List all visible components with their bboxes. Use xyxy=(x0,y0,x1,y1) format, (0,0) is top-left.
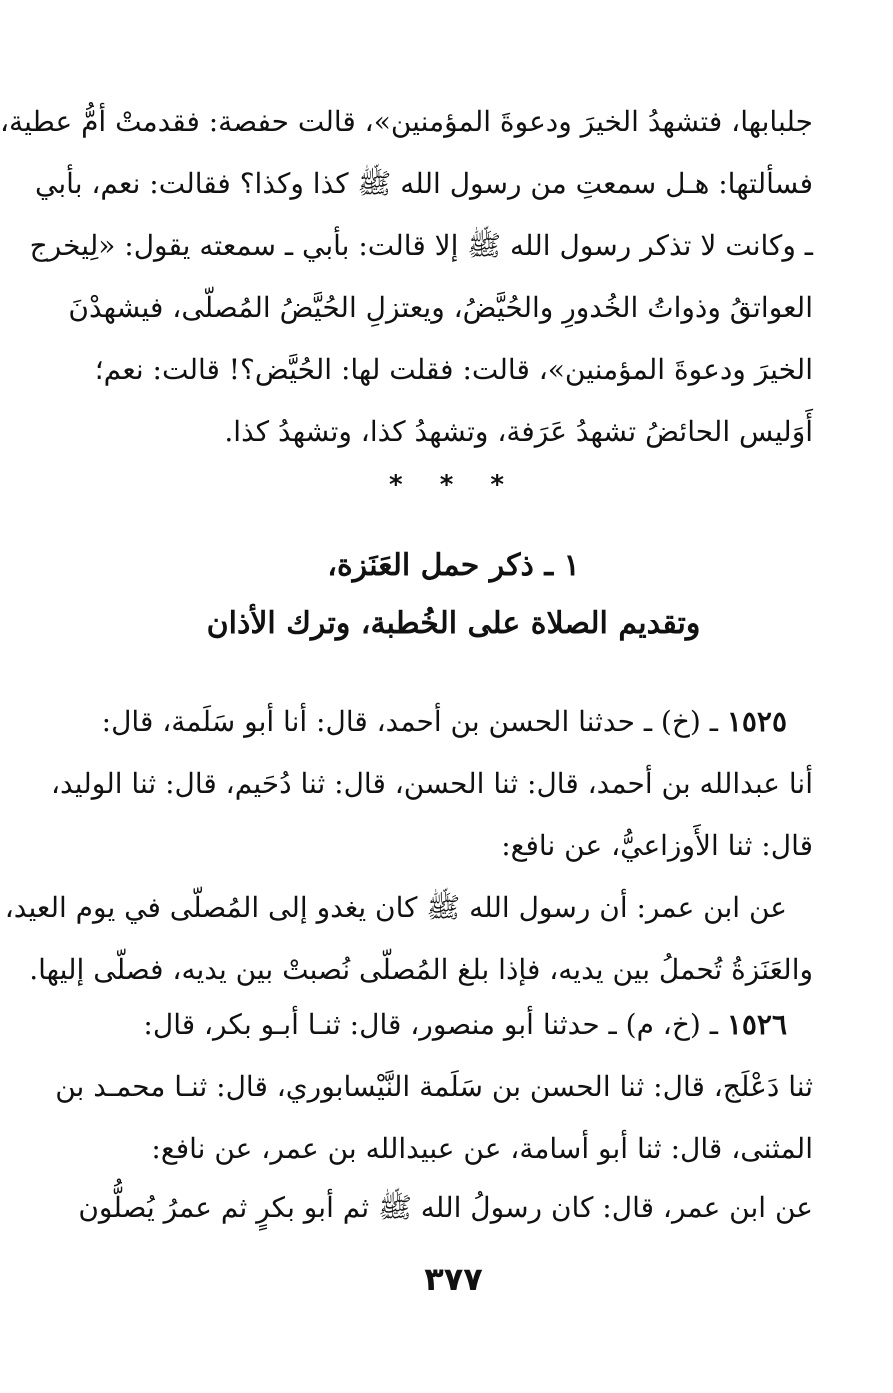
paragraph-top xyxy=(0,91,813,463)
hadith-1526-matn xyxy=(78,1177,813,1239)
text-line: ثنا دَعْلَج، قال: ثنا الحسن بن سَلَمة النَّيْسابوري، قال: ثنـا محمـد بن xyxy=(55,1070,813,1103)
hadith-1525-matn xyxy=(4,877,813,1001)
text-line: ـ وكانت لا تذكر رسول الله ﷺ إلا قالت: بأبي ـ سمعته يقول: «لِيخرج xyxy=(29,229,813,262)
text-line xyxy=(93,994,813,1056)
hadith-1525-isnad xyxy=(51,691,813,877)
text-line: عن ابن عمر: أن رسول الله ﷺ كان يغدو إلى المُصلّى في يوم العيد، xyxy=(4,891,787,924)
text-line: قال: ثنا الأَوزاعيُّ، عن نافع: xyxy=(501,829,813,862)
text-line: جلبابها، فتشهدُ الخيرَ ودعوةَ المؤمنين»، قالت حفصة: فقدمتْ أمُّ عطية، xyxy=(0,105,813,138)
hadith-number: ١٥٢٦ xyxy=(726,1008,787,1041)
chapter-heading-line-1: ١ ـ ذكر حمل العَنَزة، xyxy=(327,548,580,583)
hadith-1526-isnad xyxy=(55,994,813,1180)
text-line: الخيرَ ودعوةَ المؤمنين»، قالت: فقلت لها: الحُيَّض؟! قالت: نعم؛ xyxy=(94,353,813,386)
text-line: والعَنَزةُ تُحملُ بين يديه، فإذا بلغ المُصلّى نُصبتْ بين يديه، فصلّى إليها. xyxy=(29,953,813,986)
text-line: العواتقُ وذواتُ الخُدورِ والحُيَّضُ، ويعتزلِ الحُيَّضُ المُصلّى، فيشهدْنَ xyxy=(68,291,813,324)
isnad-text: ـ (خ) ـ حدثنا الحسن بن أحمد، قال: أنا أبو سَلَمة، قال: xyxy=(101,705,727,738)
chapter-heading-line-2: وتقديم الصلاة على الخُطبة، وترك الأذان xyxy=(206,606,701,641)
isnad-text: ـ (خ، م) ـ حدثنا أبو منصور، قال: ثنـا أبـو بكر، قال: xyxy=(143,1008,727,1041)
text-line: فسألتها: هـل سمعتِ من رسول الله ﷺ كذا وكذا؟ فقالت: نعم، بأبي xyxy=(35,167,813,200)
text-line xyxy=(93,691,813,753)
hadith-number: ١٥٢٥ xyxy=(726,705,787,738)
text-line: عن ابن عمر، قال: كان رسولُ الله ﷺ ثم أبو بكرٍ ثم عمرُ يُصلُّون xyxy=(78,1191,813,1224)
text-line: المثنى، قال: ثنا أبو أسامة، عن عبيدالله بن عمر، عن نافع: xyxy=(151,1132,813,1165)
text-line: أنا عبدالله بن أحمد، قال: ثنا الحسن، قال: ثنا دُحَيم، قال: ثنا الوليد، xyxy=(51,767,813,800)
text-line: أَوَليس الحائضُ تشهدُ عَرَفة، وتشهدُ كذا، وتشهدُ كذا. xyxy=(224,415,813,448)
section-separator: * * * xyxy=(389,470,518,500)
page-number: ٣٧٧ xyxy=(424,1260,483,1298)
